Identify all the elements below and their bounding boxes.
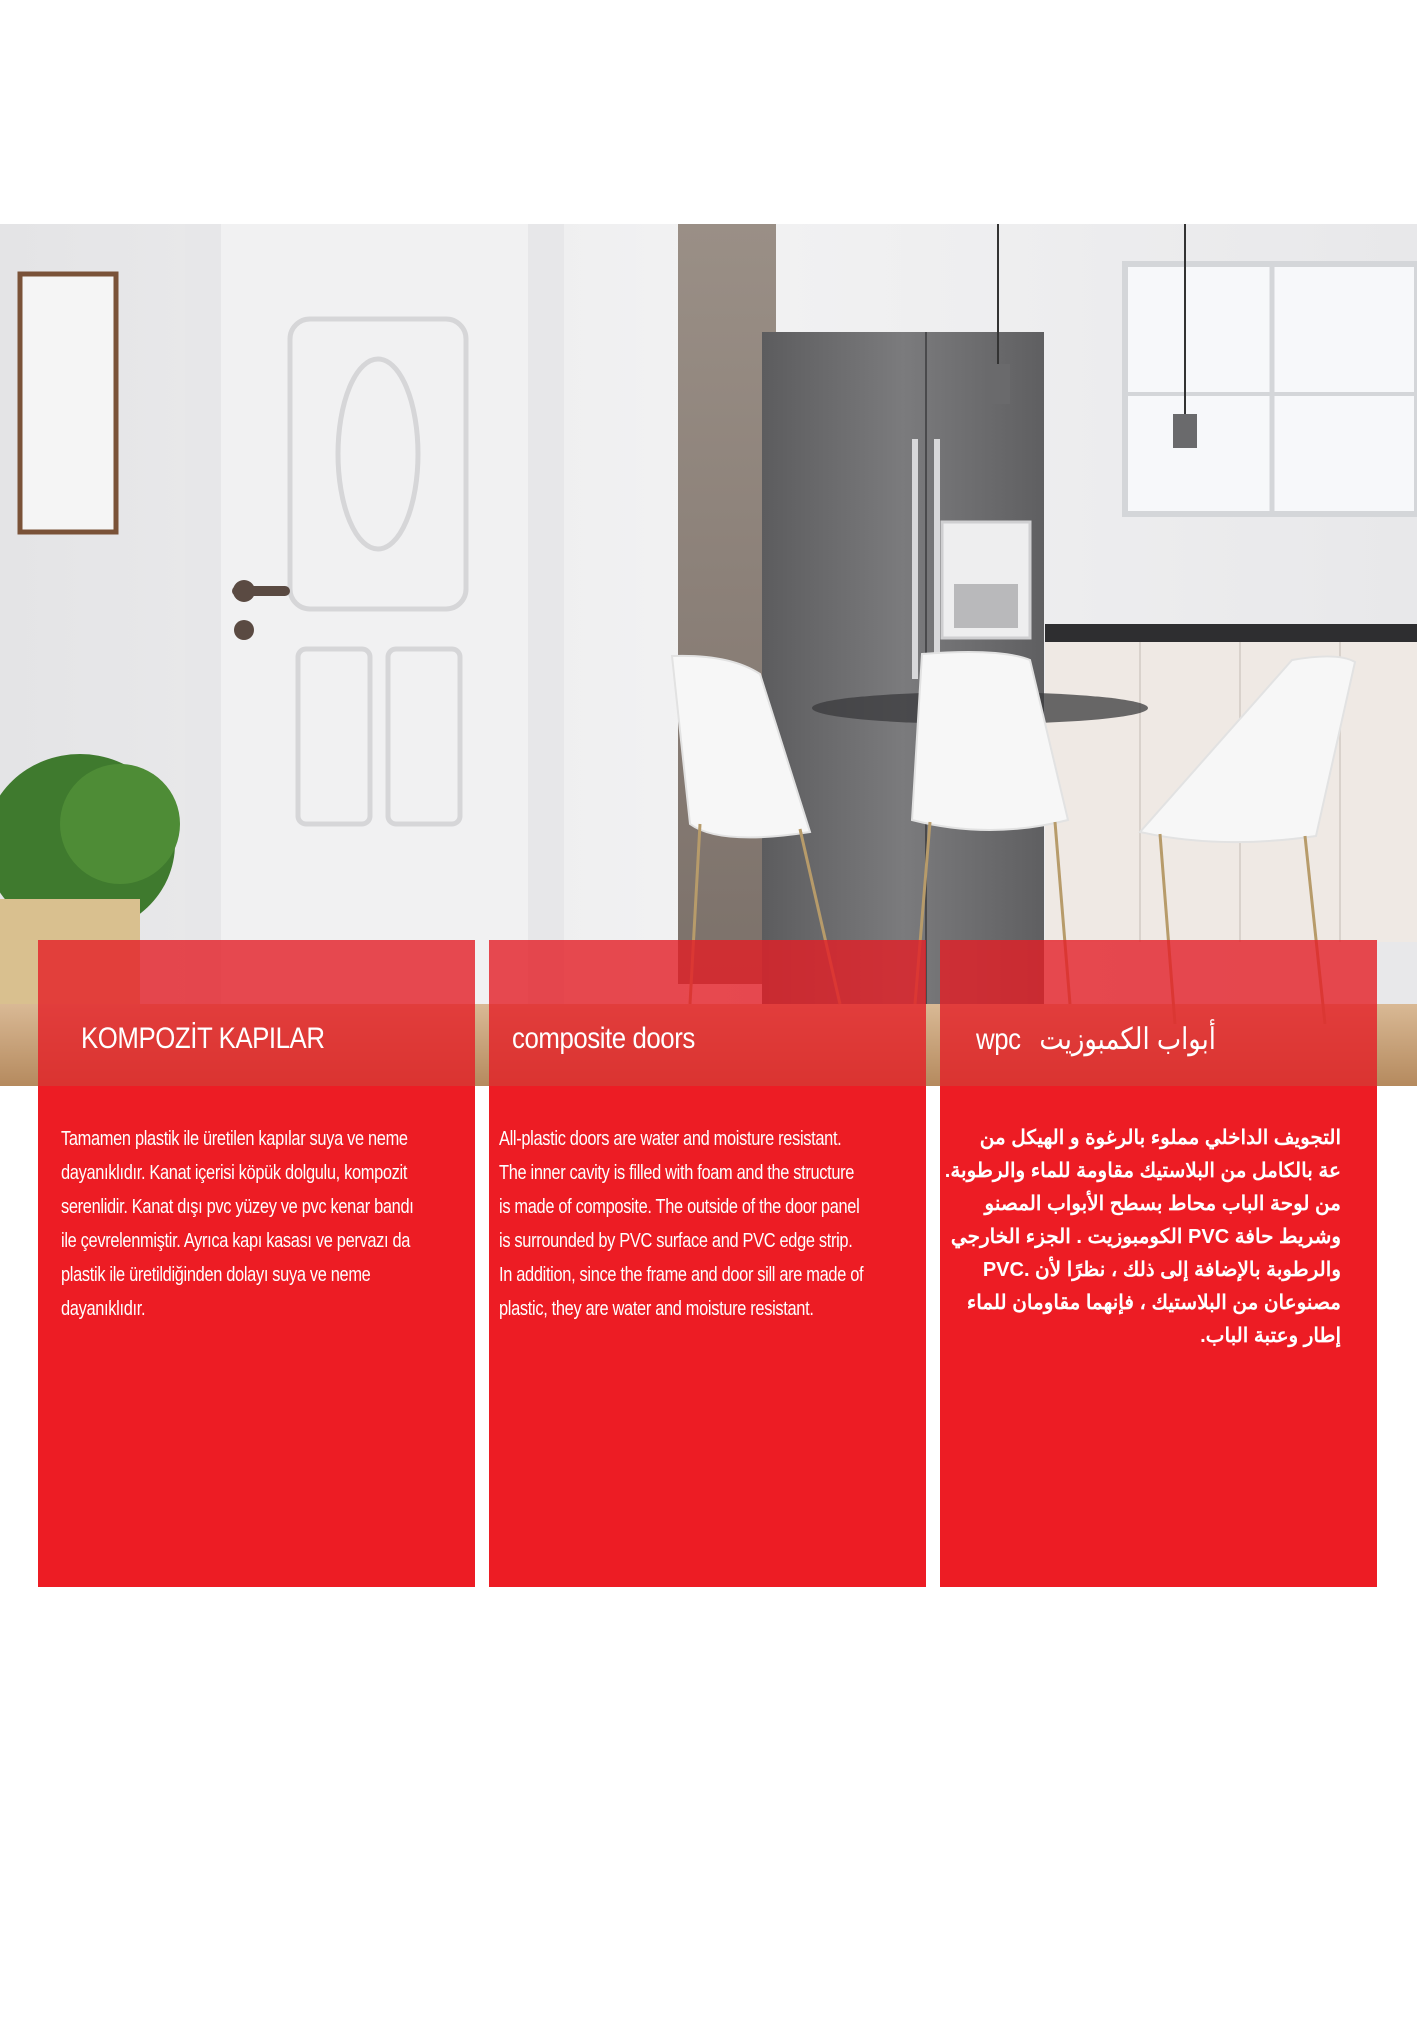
text-line: dayanıklıdır. bbox=[61, 1298, 146, 1320]
text-line: is surrounded by PVC surface and PVC edge strip. bbox=[499, 1230, 853, 1252]
text-line: plastik ile üretildiğinden dolayı suya ve neme bbox=[61, 1264, 371, 1286]
text-line: serenlidir. Kanat dışı pvc yüzey ve pvc kenar bandı bbox=[61, 1196, 414, 1218]
text-line: عة بالكامل من البلاستيك مقاومة للماء والرطوبة. bbox=[944, 1160, 1341, 1182]
arabic-title-latin: wpc bbox=[976, 1023, 1021, 1056]
text-line: من لوحة الباب محاط بسطح الأبواب المصنو bbox=[984, 1193, 1341, 1215]
english-column bbox=[489, 940, 926, 1587]
column-header-band bbox=[489, 940, 926, 1086]
text-line: Tamamen plastik ile üretilen kapılar suya ve neme bbox=[61, 1128, 408, 1150]
turkish-title: KOMPOZİT KAPILAR bbox=[81, 1022, 325, 1055]
english-description bbox=[499, 1122, 917, 1326]
text-line: وشريط حافة PVC الكومبوزيت . الجزء الخارجي bbox=[950, 1226, 1341, 1248]
text-line: dayanıklıdır. Kanat içerisi köpük dolgulu, kompozit bbox=[61, 1162, 408, 1184]
turkish-column bbox=[38, 940, 475, 1587]
text-line: is made of composite. The outside of the door panel bbox=[499, 1196, 860, 1218]
text-line: plastic, they are water and moisture resistant. bbox=[499, 1298, 814, 1320]
text-line: In addition, since the frame and door sill are made of bbox=[499, 1264, 864, 1286]
text-line: التجويف الداخلي مملوء بالرغوة و الهيكل من bbox=[979, 1127, 1341, 1149]
text-line: مصنوعان من البلاستيك ، فإنهما مقاومان للماء bbox=[966, 1292, 1341, 1314]
column-header-band bbox=[38, 940, 475, 1086]
turkish-description bbox=[61, 1122, 453, 1326]
text-line: ile çevrelenmiştir. Ayrıca kapı kasası ve pervazı da bbox=[61, 1230, 411, 1252]
text-line: All-plastic doors are water and moisture resistant. bbox=[499, 1128, 842, 1150]
arabic-title bbox=[976, 1022, 1216, 1057]
arabic-column bbox=[940, 940, 1377, 1587]
arabic-title-text: أبواب الكمبوزيت bbox=[1039, 1023, 1216, 1056]
text-line: والرطوبة بالإضافة إلى ذلك ، نظرًا لأن .PVC bbox=[982, 1259, 1341, 1281]
arabic-description bbox=[941, 1122, 1341, 1353]
text-line: The inner cavity is filled with foam and the structure bbox=[499, 1162, 855, 1184]
column-header-band bbox=[940, 940, 1377, 1086]
english-title: composite doors bbox=[512, 1022, 695, 1055]
text-line: إطار وعتبة الباب. bbox=[1200, 1325, 1341, 1347]
